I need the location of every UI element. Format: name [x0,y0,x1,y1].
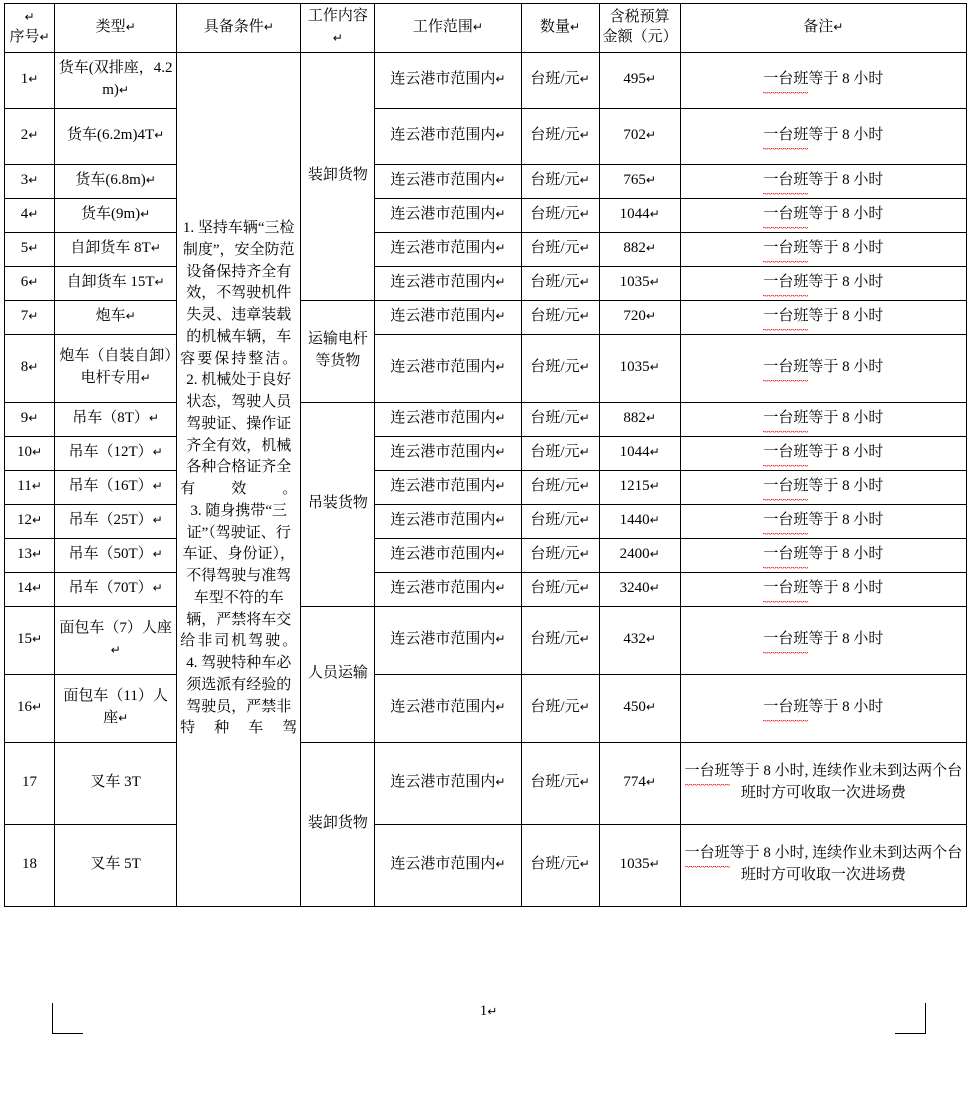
cell-remarks: 一台班等于 8 小时 [680,674,966,742]
cell-index: 15↵ [5,606,55,674]
remark-highlight: 一台班 [763,476,808,498]
cell-amount: 1044↵ [599,198,680,232]
cell-index: 2↵ [5,108,55,164]
cell-quantity: 台班/元↵ [521,538,599,572]
cell-amount: 774↵ [599,742,680,824]
cell-conditions [177,52,301,906]
cell-remarks: 一台班等于 8 小时 [680,232,966,266]
cell-remarks: 一台班等于 8 小时 [680,504,966,538]
cell-quantity: 台班/元↵ [521,504,599,538]
cell-work-content: 人员运输 [301,606,375,742]
cell-remarks: 一台班等于 8 小时 [680,402,966,436]
cell-quantity: 台班/元↵ [521,436,599,470]
cell-index: 6↵ [5,266,55,300]
cell-type: 炮车↵ [55,300,177,334]
cell-work-content: 运输电杆等货物 [301,300,375,402]
cell-type: 吊车（70T）↵ [55,572,177,606]
remark-highlight: 一台班 [763,238,808,260]
cell-amount: 720↵ [599,300,680,334]
table-row [5,164,967,198]
table-row [5,538,967,572]
cell-type: 吊车（25T）↵ [55,504,177,538]
condition-4: 4. 驾驶特种车必须选派有经验的驾驶员，严禁非特种车驾 [180,655,298,737]
table-row [5,52,967,108]
cell-quantity: 台班/元↵ [521,108,599,164]
header-conditions: 具备条件↵ [177,4,301,53]
document-page [0,3,977,1115]
cell-quantity: 台班/元↵ [521,300,599,334]
cell-scope: 连云港市范围内↵ [375,606,521,674]
header-quantity: 数量↵ [521,4,599,53]
table-row [5,742,967,824]
cell-index: 14↵ [5,572,55,606]
remark-highlight: 一台班 [763,697,808,719]
cell-scope: 连云港市范围内↵ [375,266,521,300]
cell-index: 9↵ [5,402,55,436]
cell-quantity: 台班/元↵ [521,198,599,232]
cell-scope: 连云港市范围内↵ [375,824,521,906]
remark-highlight: 一台班 [763,272,808,294]
cell-type: 货车(双排座，4.2m)↵ [55,52,177,108]
cell-remarks: 一台班等于 8 小时 [680,334,966,402]
table-row [5,334,967,402]
cell-quantity: 台班/元↵ [521,470,599,504]
cell-scope: 连云港市范围内↵ [375,504,521,538]
cell-scope: 连云港市范围内↵ [375,742,521,824]
cell-amount: 3240↵ [599,572,680,606]
cell-type: 叉车 5T [55,824,177,906]
cell-index: 11↵ [5,470,55,504]
cell-amount: 2400↵ [599,538,680,572]
cell-remarks: 一台班等于 8 小时, 连续作业未到达两个台班时方可收取一次进场费 [680,742,966,824]
cell-amount: 765↵ [599,164,680,198]
cell-type: 自卸货车 15T↵ [55,266,177,300]
table-row [5,300,967,334]
cell-amount: 1044↵ [599,436,680,470]
remark-highlight: 一台班 [763,357,808,379]
header-amount: 含税预算 金额（元） [599,4,680,53]
cell-scope: 连云港市范围内↵ [375,674,521,742]
table-row [5,470,967,504]
cell-amount: 495↵ [599,52,680,108]
cell-quantity: 台班/元↵ [521,164,599,198]
remark-highlight: 一台班 [685,761,730,783]
cell-quantity: 台班/元↵ [521,606,599,674]
table-row [5,436,967,470]
cell-type: 面包车（7）人座↵ [55,606,177,674]
cell-type: 吊车（50T）↵ [55,538,177,572]
cell-scope: 连云港市范围内↵ [375,402,521,436]
header-remarks: 备注↵ [680,4,966,53]
page-number: 1 [479,1003,488,1019]
cell-type: 自卸货车 8T↵ [55,232,177,266]
remark-highlight: 一台班 [763,125,808,147]
remark-highlight: 一台班 [763,544,808,566]
cell-scope: 连云港市范围内↵ [375,436,521,470]
cell-amount: 1215↵ [599,470,680,504]
header-index [5,4,55,53]
remark-highlight: 一台班 [763,510,808,532]
cell-scope: 连云港市范围内↵ [375,300,521,334]
cell-index: 3↵ [5,164,55,198]
cell-type: 叉车 3T [55,742,177,824]
page-footer [0,1003,977,1020]
cell-scope: 连云港市范围内↵ [375,538,521,572]
cell-index: 12↵ [5,504,55,538]
price-table [4,3,967,907]
cell-quantity: 台班/元↵ [521,334,599,402]
cell-remarks: 一台班等于 8 小时 [680,52,966,108]
remark-highlight: 一台班 [763,306,808,328]
condition-1: 1. 坚持车辆“三检制度”，安全防范设备保持齐全有效，不驾驶机件失灵、违章装载的机械车辆，车容要保持整洁。 [180,220,298,367]
cell-amount: 702↵ [599,108,680,164]
cell-work-content: 装卸货物 [301,742,375,906]
cell-type: 货车(9m)↵ [55,198,177,232]
cell-amount: 432↵ [599,606,680,674]
cell-index: 4↵ [5,198,55,232]
cell-index: 18 [5,824,55,906]
cell-index: 8↵ [5,334,55,402]
remark-highlight: 一台班 [763,578,808,600]
cell-remarks: 一台班等于 8 小时 [680,606,966,674]
cell-quantity: 台班/元↵ [521,52,599,108]
table-row [5,198,967,232]
cell-remarks: 一台班等于 8 小时 [680,436,966,470]
cell-scope: 连云港市范围内↵ [375,52,521,108]
header-row [5,4,967,53]
cell-amount: 1035↵ [599,334,680,402]
remark-highlight: 一台班 [763,69,808,91]
cell-type: 吊车（12T）↵ [55,436,177,470]
cell-work-content: 装卸货物 [301,52,375,300]
cell-amount: 882↵ [599,232,680,266]
cell-remarks: 一台班等于 8 小时 [680,470,966,504]
table-row [5,674,967,742]
cell-remarks: 一台班等于 8 小时 [680,108,966,164]
remark-highlight: 一台班 [763,629,808,651]
cell-index: 1↵ [5,52,55,108]
header-type: 类型↵ [55,4,177,53]
cell-scope: 连云港市范围内↵ [375,198,521,232]
cell-type: 吊车（8T）↵ [55,402,177,436]
cell-scope: 连云港市范围内↵ [375,108,521,164]
cell-quantity: 台班/元↵ [521,232,599,266]
pilcrow-glyph: ↵ [487,1004,498,1019]
header-work-scope: 工作范围↵ [375,4,521,53]
cell-quantity: 台班/元↵ [521,742,599,824]
remark-highlight: 一台班 [763,204,808,226]
cell-quantity: 台班/元↵ [521,266,599,300]
table-row [5,572,967,606]
cell-type: 吊车（16T）↵ [55,470,177,504]
cell-amount: 1440↵ [599,504,680,538]
cell-remarks: 一台班等于 8 小时 [680,300,966,334]
cell-index: 17 [5,742,55,824]
cell-amount: 450↵ [599,674,680,742]
cell-remarks: 一台班等于 8 小时 [680,538,966,572]
cell-remarks: 一台班等于 8 小时 [680,164,966,198]
header-work-content: 工作内容↵ [301,4,375,53]
cell-scope: 连云港市范围内↵ [375,470,521,504]
cell-type: 货车(6.2m)4T↵ [55,108,177,164]
cell-amount: 1035↵ [599,824,680,906]
cell-type: 面包车（11）人座↵ [55,674,177,742]
cell-scope: 连云港市范围内↵ [375,164,521,198]
table-body [5,52,967,906]
cell-remarks: 一台班等于 8 小时 [680,266,966,300]
cell-quantity: 台班/元↵ [521,824,599,906]
cell-remarks: 一台班等于 8 小时, 连续作业未到达两个台班时方可收取一次进场费 [680,824,966,906]
table-row [5,606,967,674]
cell-remarks: 一台班等于 8 小时 [680,572,966,606]
cell-type: 炮车（自装自卸）电杆专用↵ [55,334,177,402]
cell-work-content: 吊装货物 [301,402,375,606]
cell-quantity: 台班/元↵ [521,572,599,606]
cell-index: 7↵ [5,300,55,334]
table-row [5,402,967,436]
table-row [5,504,967,538]
table-row [5,232,967,266]
cell-quantity: 台班/元↵ [521,402,599,436]
table-row [5,108,967,164]
condition-2: 2. 机械处于良好状态，驾驶人员驾驶证、操作证齐全有效，机械各种合格证齐全有效。 [180,372,298,497]
cell-type: 货车(6.8m)↵ [55,164,177,198]
cell-quantity: 台班/元↵ [521,674,599,742]
cell-scope: 连云港市范围内↵ [375,334,521,402]
remark-highlight: 一台班 [685,843,730,865]
cell-remarks: 一台班等于 8 小时 [680,198,966,232]
cell-scope: 连云港市范围内↵ [375,232,521,266]
remark-highlight: 一台班 [763,442,808,464]
cell-index: 13↵ [5,538,55,572]
cell-index: 10↵ [5,436,55,470]
pilcrow-glyph: ↵ [39,29,50,44]
remark-highlight: 一台班 [763,408,808,430]
cell-amount: 882↵ [599,402,680,436]
cell-index: 16↵ [5,674,55,742]
remark-highlight: 一台班 [763,170,808,192]
table-header [5,4,967,53]
table-row [5,266,967,300]
cell-index: 5↵ [5,232,55,266]
pilcrow-glyph: ↵ [24,10,35,25]
cell-scope: 连云港市范围内↵ [375,572,521,606]
header-index-label: 序号 [9,28,40,45]
condition-3: 3. 随身携带“三证”（驾驶证、行车证、身份证），不得驾驶与准驾车型不符的车辆，严禁将车交给非司机驾驶。 [180,502,298,650]
cell-amount: 1035↵ [599,266,680,300]
table-row [5,824,967,906]
